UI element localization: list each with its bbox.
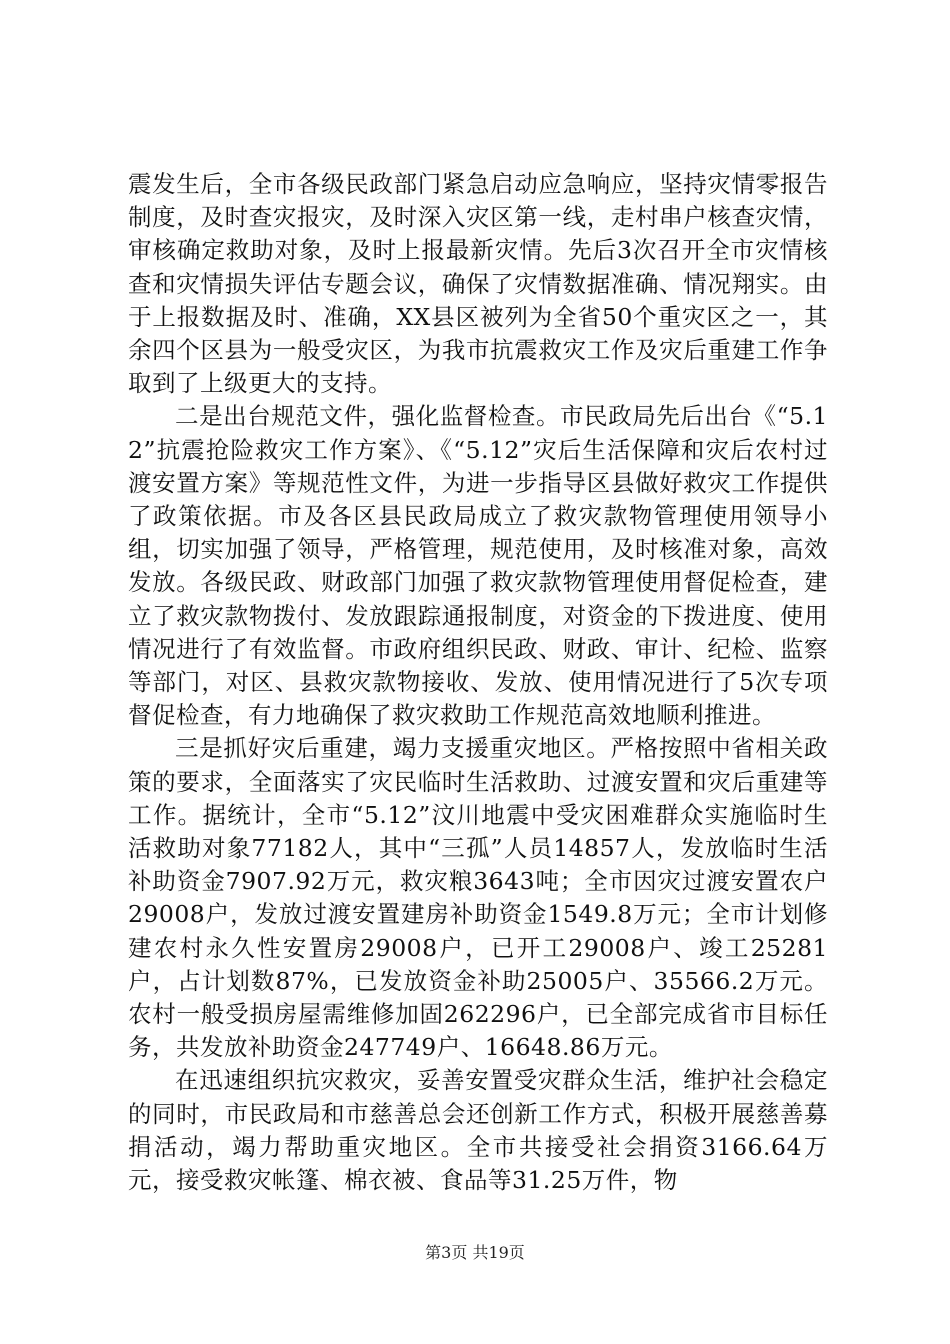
paragraph-charity: 在迅速组织抗灾救灾，妥善安置受灾群众生活，维护社会稳定的同时，市民政局和市慈善总会还创新工作方式，积极开展慈善募捐活动，竭力帮助重灾地区。全市共接受社会捐资3166.64万元，接受救灾帐篷、棉衣被、食品等31.25万件，物 — [128, 1066, 828, 1195]
document-body — [128, 168, 828, 1197]
paragraph-regulations: 二是出台规范文件，强化监督检查。市民政局先后出台《“5.12”抗震抢险救灾工作方案》、《“5.12”灾后生活保障和灾后农村过渡安置方案》等规范性文件，为进一步指导区县做好救灾工作提供了政策依据。市及各区县民政局成立了救灾款物管理使用领导小组，切实加强了领导，严格管理，规范使用，及时核准对象，高效发放。各级民政、财政部门加强了救灾款物管理使用督促检查，建立了救灾款物拨付、发放跟踪通报制度，对资金的下拨进度、使用情况进行了有效监督。市政府组织民政、财政、审计、纪检、监察等部门，对区、县救灾款物接收、发放、使用情况进行了5次专项督促检查，有力地确保了救灾救助工作规范高效地顺利推进。 — [128, 402, 828, 730]
paragraph-reconstruction: 三是抓好灾后重建，竭力支援重灾地区。严格按照中省相关政策的要求，全面落实了灾民临时生活救助、过渡安置和灾后重建等工作。据统计，全市“5.12”汶川地震中受灾困难群众实施临时生活救助对象77182人，其中“三孤”人员14857人，发放临时生活补助资金7907.92万元，救灾粮3643吨；全市因灾过渡安置农户29008户，发放过渡安置建房补助资金1549.8万元；全市计划修建农村永久性安置房29008户，已开工29008户、竣工25281户，占计划数87%，已发放资金补助25005户、35566.2万元。农村一般受损房屋需维修加固262296户，已全部完成省市目标任务，共发放补助资金247749户、16648.86万元。 — [128, 734, 828, 1062]
page-number-footer: 第3页 共19页 — [425, 1243, 525, 1262]
paragraph-continuation: 震发生后，全市各级民政部门紧急启动应急响应，坚持灾情零报告制度，及时查灾报灾，及时深入灾区第一线，走村串户核查灾情，审核确定救助对象，及时上报最新灾情。先后3次召开全市灾情核查和灾情损失评估专题会议，确保了灾情数据准确、情况翔实。由于上报数据及时、准确，XX县区被列为全省50个重灾区之一，其余四个区县为一般受灾区，为我市抗震救灾工作及灾后重建工作争取到了上级更大的支持。 — [128, 170, 828, 398]
